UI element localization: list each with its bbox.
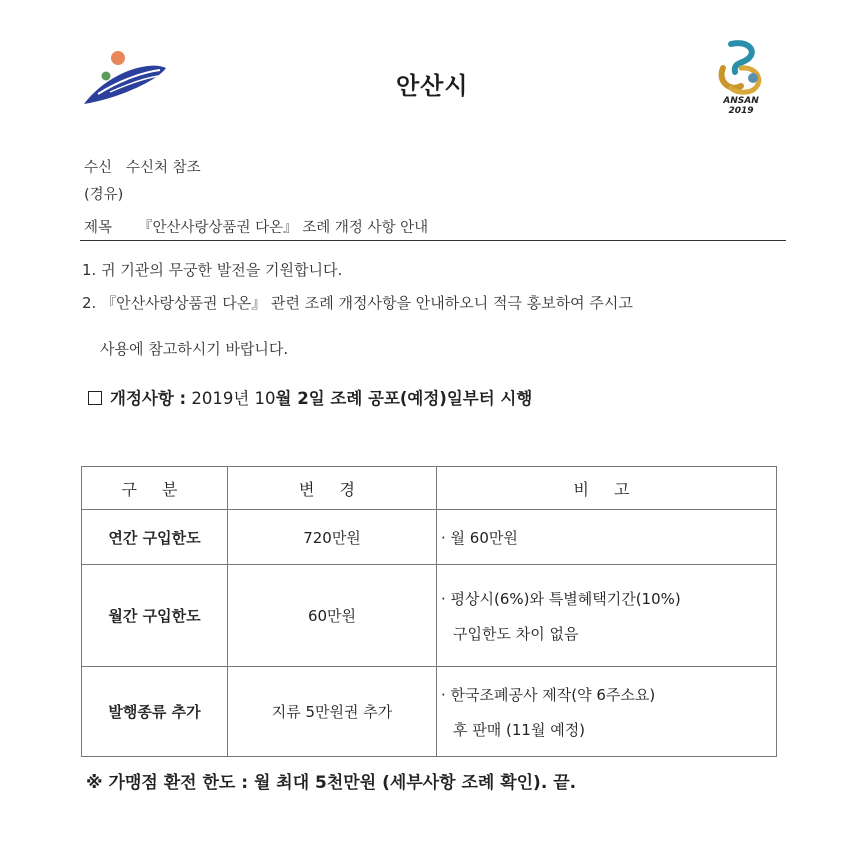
row-category: 연간 구입한도 (82, 510, 228, 565)
organization-title: 안산시 (396, 72, 469, 100)
row-change: 지류 5만원권 추가 (228, 667, 437, 757)
table-row (82, 565, 777, 667)
note-line: 후 판매 (11월 예정) (453, 720, 586, 739)
row-category: 월간 구입한도 (82, 565, 228, 667)
table-row (82, 510, 777, 565)
via-row: (경유) (84, 187, 124, 203)
table-header-row (82, 467, 777, 510)
header-category: 구 분 (82, 467, 228, 510)
row-notes (437, 565, 777, 667)
note-line: · 평상시(6%)와 특별혜택기간(10%) (441, 589, 681, 608)
city-logo-icon (80, 46, 170, 112)
header-notes: 비 고 (437, 467, 777, 510)
subject-label: 제목 (84, 220, 113, 236)
subject-row (84, 216, 428, 237)
table-row (82, 667, 777, 757)
row-category: 발행종류 추가 (82, 667, 228, 757)
header-divider (80, 240, 786, 241)
section-title: 개정사항 : (110, 389, 187, 408)
recipient-row (84, 156, 201, 177)
reference-mark-icon: ※ (86, 773, 103, 793)
amendment-table (81, 466, 777, 757)
section-rest: 월 2일 조례 공포(예정)일부터 시행 (275, 389, 533, 408)
header-change: 변 경 (228, 467, 437, 510)
emblem-caption: ANSAN 2019 (723, 96, 759, 116)
closing-text: 가맹점 환전 한도 : 월 최대 5천만원 (세부사항 조례 확인). 끝. (108, 773, 577, 793)
paragraph-2-line-2: 사용에 참고하시기 바랍니다. (100, 340, 289, 358)
recipient-label: 수신 (84, 160, 113, 176)
recipient-value: 수신처 참조 (126, 160, 201, 176)
paragraph-2-line-1: 2. 『안산사랑상품권 다온』 관련 조례 개정사항을 안내하오니 적극 홍보하여 주시고 (82, 294, 633, 312)
subject-value: 『안산사랑상품권 다온』 조례 개정 사항 안내 (138, 220, 429, 236)
section-heading (88, 385, 532, 409)
section-date: 2019년 10 (186, 389, 276, 408)
paragraph-1: 1. 귀 기관의 무궁한 발전을 기원합니다. (82, 261, 343, 279)
row-notes (437, 510, 777, 565)
row-change: 720만원 (228, 510, 437, 565)
note-line: 구입한도 차이 없음 (453, 624, 579, 643)
row-notes (437, 667, 777, 757)
checkbox-square-icon (88, 391, 102, 405)
closing-note (86, 768, 576, 793)
note-line: · 월 60만원 (441, 528, 518, 547)
note-line: · 한국조폐공사 제작(약 6주소요) (441, 685, 656, 704)
row-change: 60만원 (228, 565, 437, 667)
